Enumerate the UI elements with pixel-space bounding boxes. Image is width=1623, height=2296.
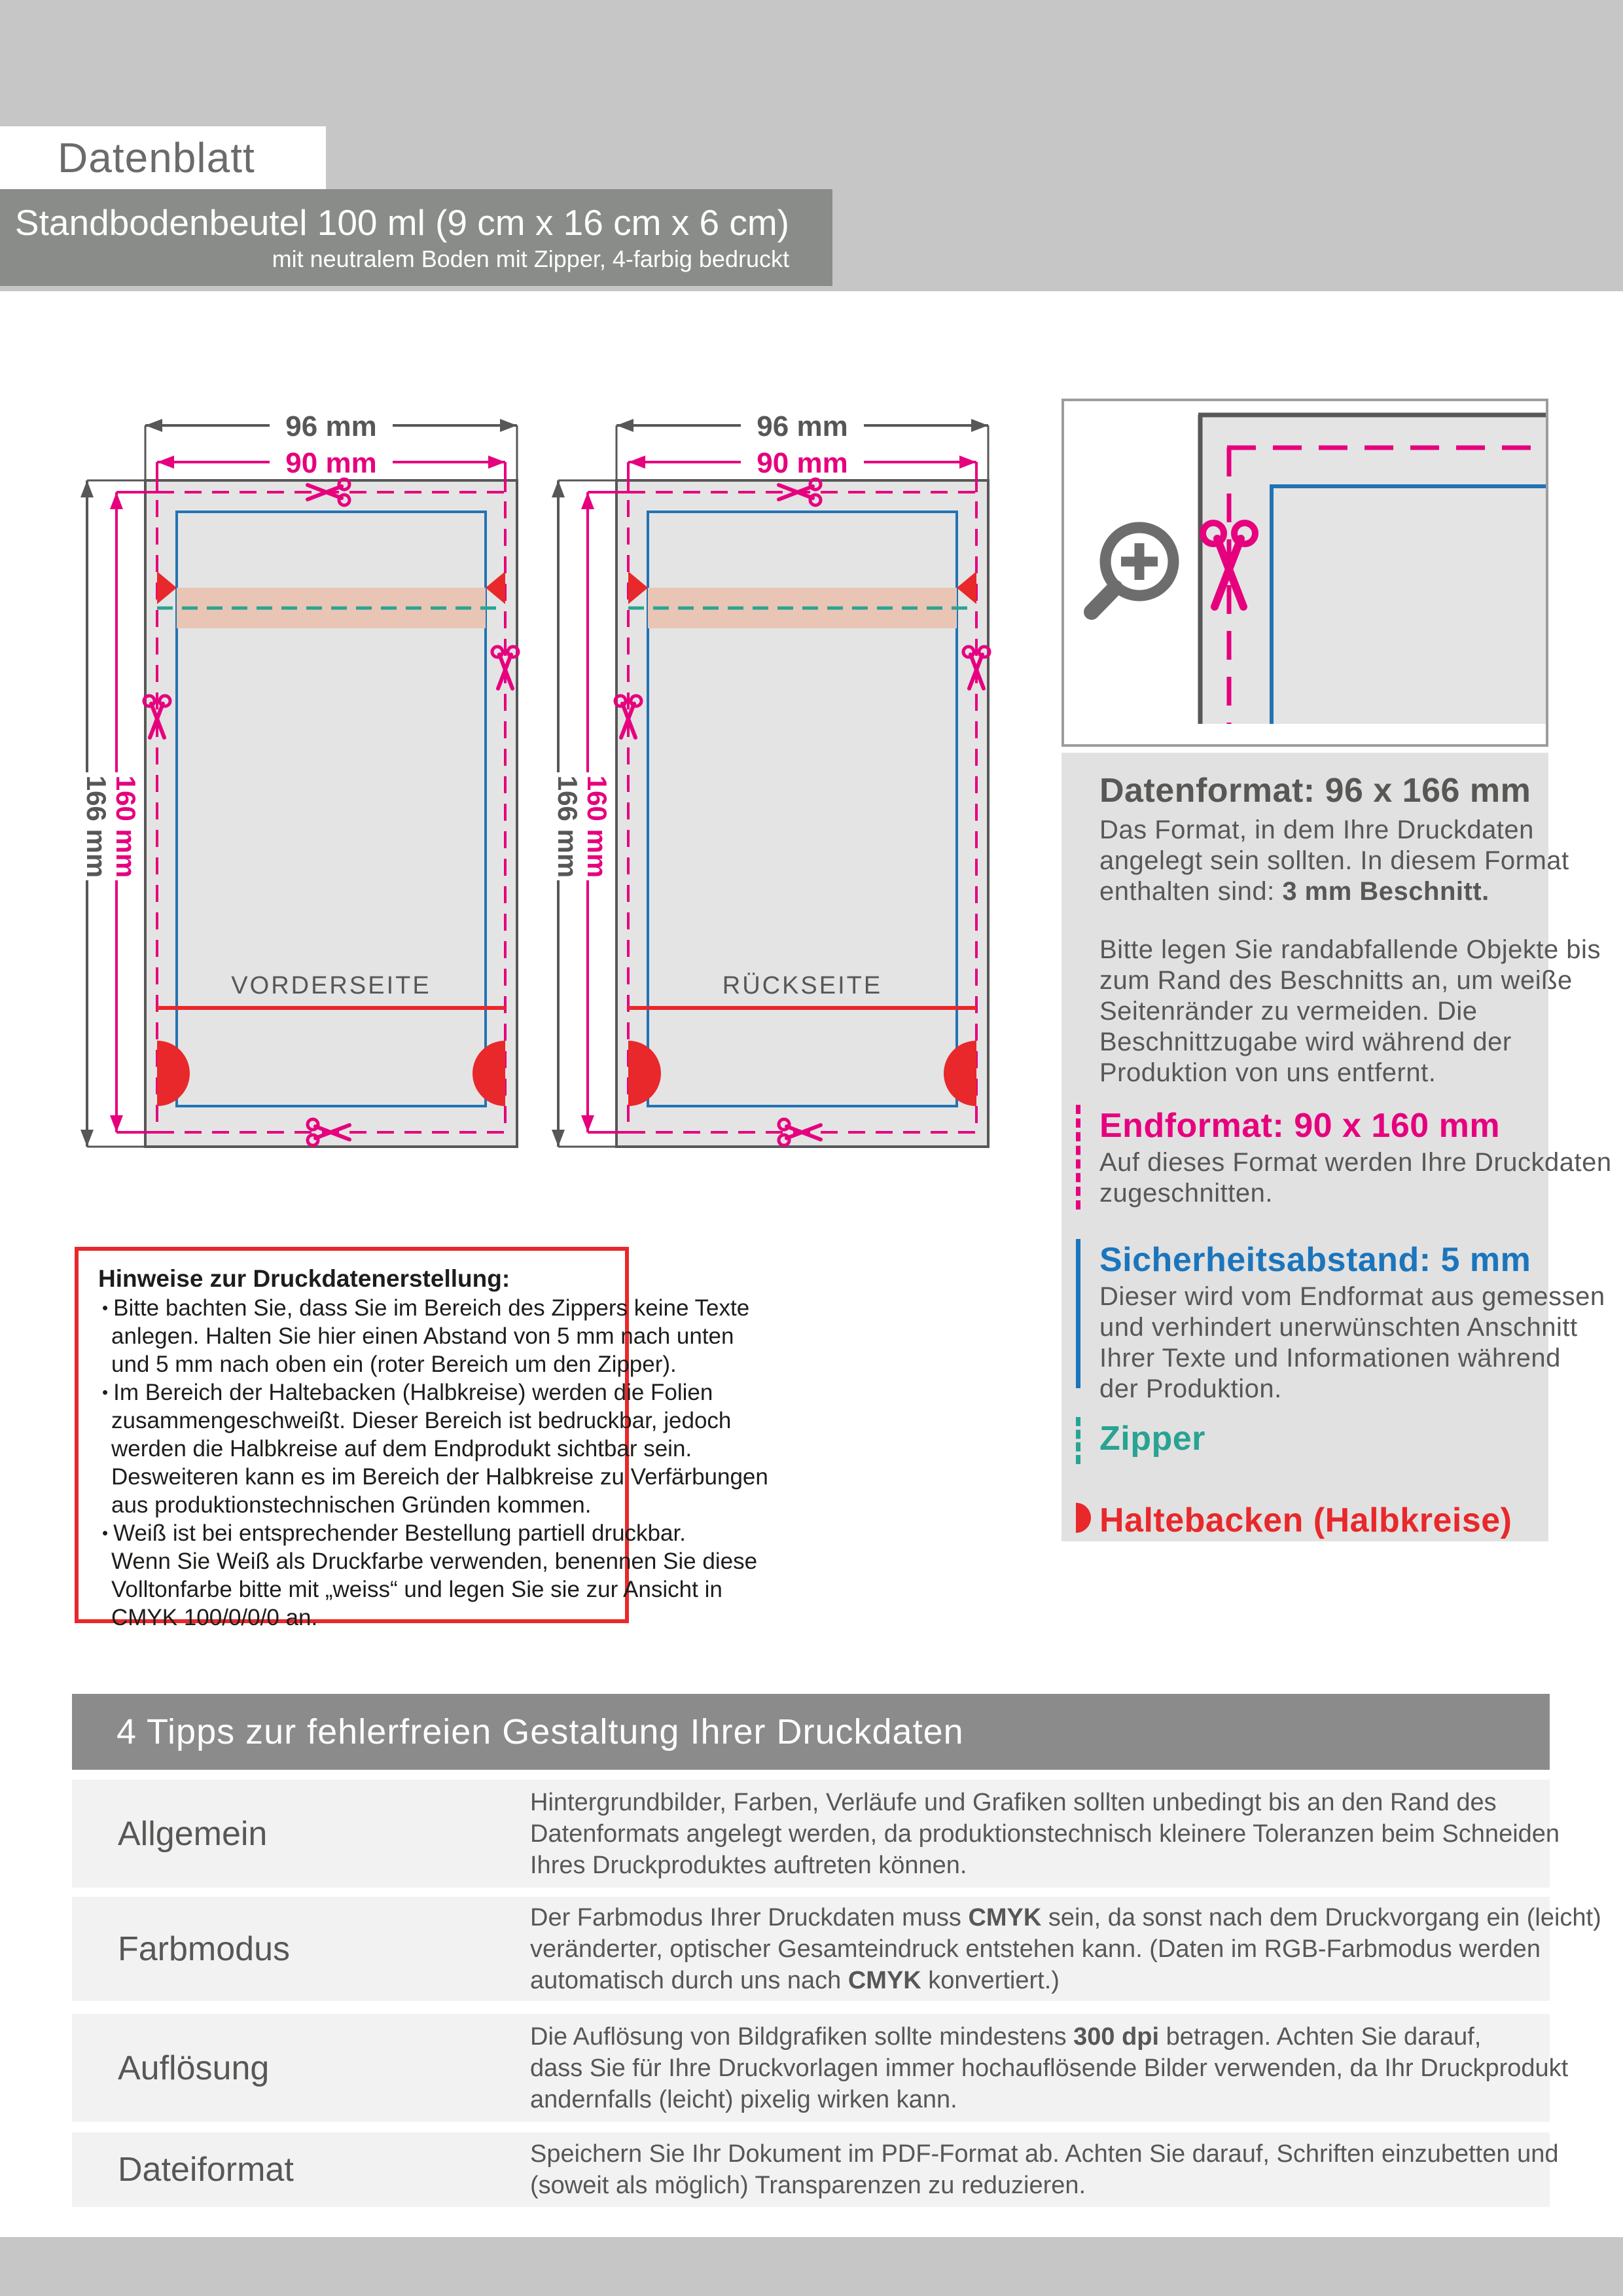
hint-line: Wenn Sie Weiß als Druckfarbe verwenden, benennen Sie diese bbox=[111, 1549, 758, 1574]
tip-row-farbmodus bbox=[72, 1897, 1601, 2001]
pouch-front-drawing bbox=[59, 393, 530, 1172]
diagram-rueckseite bbox=[530, 393, 1001, 1172]
zoom-plus-icon bbox=[1092, 528, 1173, 612]
datenformat-rect bbox=[145, 480, 517, 1147]
tip-label: Farbmodus bbox=[118, 1929, 290, 1968]
bleed-text-line: zum Rand des Beschnitts an, um weiße bbox=[1099, 966, 1573, 995]
endformat-heading: Endformat: 90 x 160 mm bbox=[1099, 1107, 1501, 1145]
corner-detail-drawing bbox=[1064, 401, 1546, 744]
safety-text-line: Ihrer Texte und Informationen während bbox=[1099, 1344, 1561, 1372]
dim-width-end: 90 mm bbox=[285, 447, 377, 479]
hint-line: • Im Bereich der Haltebacken (Halbkreise) werden die Folien bbox=[98, 1378, 605, 1407]
product-subtitle: mit neutralem Boden mit Zipper, 4-farbig bedruckt bbox=[272, 245, 789, 272]
hints-title: Hinweise zur Druckdatenerstellung: bbox=[98, 1265, 510, 1292]
dim-width-outer: 96 mm bbox=[285, 410, 377, 442]
footer-band bbox=[0, 2237, 1623, 2296]
tip-label: Allgemein bbox=[118, 1814, 268, 1853]
hint-line: aus produktionstechnischen Gründen kommen. bbox=[111, 1492, 592, 1518]
bleed-text-line: Beschnittzugabe wird während der bbox=[1099, 1028, 1512, 1056]
endformat-dash-mark bbox=[1076, 1105, 1085, 1210]
product-title: Standbodenbeutel 100 ml (9 cm x 16 cm x 6 cm) bbox=[14, 202, 789, 243]
bleed-text-line: Bitte legen Sie randabfallende Objekte bis bbox=[1099, 935, 1601, 964]
side-label: VORDERSEITE bbox=[231, 972, 431, 999]
arrow-left-icon bbox=[145, 419, 162, 432]
hint-line: Volltonfarbe bitte mit „weiss“ und legen Sie sie zur Ansicht in bbox=[111, 1577, 722, 1602]
tip-description: Speichern Sie Ihr Dokument im PDF-Format ab. Achten Sie darauf, Schriften einzubetten und (soweit als möglich) Transparenzen zu reduzieren. bbox=[530, 2140, 1559, 2199]
datenformat-text-line: angelegt sein sollten. In diesem Format bbox=[1099, 846, 1569, 875]
zipper-heading: Zipper bbox=[1099, 1420, 1205, 1458]
tip-label: Dateiformat bbox=[118, 2151, 294, 2189]
safety-text-line: der Produktion. bbox=[1099, 1374, 1282, 1403]
datenformat-heading: Datenformat: 96 x 166 mm bbox=[1099, 772, 1531, 810]
tip-row-allgemein bbox=[72, 1780, 1560, 1888]
doc-title: Datenblatt bbox=[58, 134, 255, 181]
detail-datenformat-fill bbox=[1200, 415, 1546, 724]
tips-header-band bbox=[72, 1694, 1550, 1770]
safety-text-line: Dieser wird vom Endformat aus gemessen bbox=[1099, 1282, 1605, 1311]
hint-line: anlegen. Halten Sie hier einen Abstand von 5 mm nach unten bbox=[111, 1323, 734, 1349]
hint-line: werden die Halbkreise auf dem Endprodukt sichtbar sein. bbox=[111, 1436, 692, 1462]
hint-line: zusammengeschweißt. Dieser Bereich ist bedruckbar, jedoch bbox=[111, 1408, 732, 1433]
dim-height-end: 160 mm bbox=[111, 775, 141, 878]
datenformat-rect bbox=[616, 480, 988, 1147]
tips-title: 4 Tipps zur fehlerfreien Gestaltung Ihrer Druckdaten bbox=[116, 1712, 964, 1751]
safety-line-mark bbox=[1076, 1239, 1080, 1388]
bleed-text-line: Seitenränder zu vermeiden. Die bbox=[1099, 997, 1478, 1026]
hints-box bbox=[75, 1247, 768, 1630]
sicherheitsabstand-heading: Sicherheitsabstand: 5 mm bbox=[1099, 1241, 1531, 1279]
tip-label: Auflösung bbox=[118, 2049, 270, 2087]
corner-detail-box bbox=[1061, 399, 1548, 747]
tip-row-dateiformat bbox=[72, 2132, 1559, 2207]
haltebacken-heading: Haltebacken (Halbkreise) bbox=[1099, 1501, 1512, 1539]
tip-row-aufloesung bbox=[72, 2014, 1569, 2122]
dim-width-outer: 96 mm bbox=[757, 410, 848, 442]
pouch-back-drawing bbox=[530, 393, 1001, 1172]
dim-width-end: 90 mm bbox=[757, 447, 848, 479]
hint-line: • Bitte bachten Sie, dass Sie im Bereich des Zippers keine Texte bbox=[98, 1294, 605, 1322]
format-info-panel bbox=[1061, 753, 1612, 1541]
endformat-text-line: Auf dieses Format werden Ihre Druckdaten bbox=[1099, 1148, 1612, 1177]
arrow-right-icon bbox=[500, 419, 517, 432]
datenformat-text-line: Das Format, in dem Ihre Druckdaten bbox=[1099, 816, 1534, 844]
hint-line: und 5 mm nach oben ein (roter Bereich um den Zipper). bbox=[111, 1352, 677, 1377]
dim-height-end: 160 mm bbox=[582, 775, 613, 878]
side-label: RÜCKSEITE bbox=[722, 972, 883, 999]
diagram-vorderseite bbox=[59, 393, 530, 1172]
dim-height-outer: 166 mm bbox=[552, 775, 583, 878]
zipper-dash-mark bbox=[1076, 1417, 1085, 1464]
tip-description: Der Farbmodus Ihrer Druckdaten muss CMYK sein, da sonst nach dem Druckvorgang ein (leicht) veränderter, optischer Gesamteindruck entstehen kann. (Daten im RGB-Farbmodus werden automatisch durch uns nach CMYK konvertiert.) bbox=[530, 1903, 1601, 1994]
product-title-band bbox=[0, 189, 832, 286]
tip-description: Die Auflösung von Bildgrafiken sollte mindestens 300 dpi betragen. Achten Sie darauf, dass Sie für Ihre Druckvorlagen immer hochauflösende Bilder verwenden, da Ihr Druckprodukt andernfalls (leicht) pixelig wirken kann. bbox=[530, 2022, 1569, 2113]
hint-line: • Weiß ist bei entsprechender Bestellung partiell druckbar. bbox=[98, 1519, 605, 1547]
datenformat-text-line: enthalten sind: 3 mm Beschnitt. bbox=[1099, 877, 1489, 906]
safety-text-line: und verhindert unerwünschten Anschnitt bbox=[1099, 1313, 1578, 1342]
doc-title-box bbox=[0, 126, 326, 189]
dim-height-outer: 166 mm bbox=[81, 775, 112, 878]
hint-line: Desweiteren kann es im Bereich der Halbkreise zu Verfärbungen bbox=[111, 1464, 768, 1490]
hint-line: CMYK 100/0/0/0 an. bbox=[111, 1605, 318, 1630]
endformat-text-line: zugeschnitten. bbox=[1099, 1179, 1273, 1208]
tip-description: Hintergrundbilder, Farben, Verläufe und Grafiken sollten unbedingt bis an den Rand des Datenformats angelegt werden, da produktionstechnisch kleinere Toleranzen beim Schneiden Ihres Druckproduktes auftreten können. bbox=[530, 1788, 1560, 1879]
bleed-text-line: Produktion von uns entfernt. bbox=[1099, 1058, 1436, 1087]
half-circle-icon bbox=[1076, 1503, 1091, 1533]
